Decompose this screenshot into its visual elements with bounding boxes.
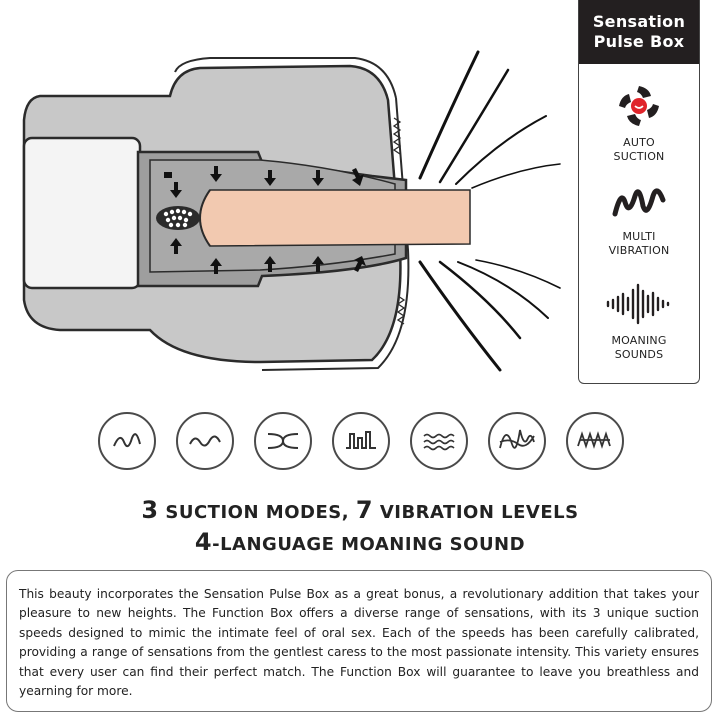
- panel-title-line2: Pulse Box: [593, 32, 685, 51]
- panel-title-line1: Sensation: [592, 12, 686, 31]
- device-illustration: [0, 0, 575, 400]
- headline-line1: [0, 496, 720, 524]
- language-text: -LANGUAGE MOANING SOUND: [212, 534, 526, 555]
- feature-label-line2: VIBRATION: [608, 244, 670, 257]
- feature-label-line2: SUCTION: [613, 150, 665, 163]
- feature-label-line1: MULTI: [622, 230, 656, 243]
- suction-modes-count: 3: [141, 496, 159, 524]
- sensation-pulse-box-panel: [578, 0, 700, 384]
- inserted-shaft: [200, 190, 470, 246]
- feature-multi-vibration: [579, 186, 699, 258]
- feature-moaning-sounds: [579, 282, 699, 362]
- moaning-sounds-icon: [604, 282, 674, 326]
- vibration-levels-text: VIBRATION LEVELS: [379, 502, 579, 523]
- device-end-cap: [24, 138, 140, 288]
- mode-7-icon: [566, 412, 624, 470]
- feature-label-line2: SOUNDS: [614, 348, 664, 361]
- panel-title: [579, 0, 699, 64]
- mode-2-icon: [176, 412, 234, 470]
- suction-modes-text: SUCTION MODES,: [165, 502, 350, 523]
- mode-6-icon: [488, 412, 546, 470]
- mode-3-icon: [254, 412, 312, 470]
- mode-1-icon: [98, 412, 156, 470]
- mode-icons-row: [94, 412, 634, 476]
- feature-label-line1: AUTO: [623, 136, 655, 149]
- feature-auto-suction: [579, 82, 699, 164]
- feature-label-line1: MOANING: [611, 334, 667, 347]
- description-text: This beauty incorporates the Sensation Pulse Box as a great bonus, a revolutionary addition that takes your pleasure to new heights. The Function Box offers a diverse range of sensations, with its 3 unique suction speeds designed to mimic the intimate feel of oral sex. Each of the speeds has been carefully calibrated, providing a range of sensations from the gentlest caress to the most passionate intensity. This variety ensures that every user can find their perfect match. The Function Box will guarantee to leave you breathless and yearning for more.: [19, 587, 699, 699]
- multi-vibration-icon: [611, 186, 667, 220]
- auto-suction-icon: [615, 82, 663, 130]
- mode-5-icon: [410, 412, 468, 470]
- vibration-levels-count: 7: [355, 496, 374, 524]
- description-box: [6, 570, 712, 712]
- headline-line2: [0, 528, 720, 556]
- mode-4-icon: [332, 412, 390, 470]
- language-count: 4: [194, 528, 213, 556]
